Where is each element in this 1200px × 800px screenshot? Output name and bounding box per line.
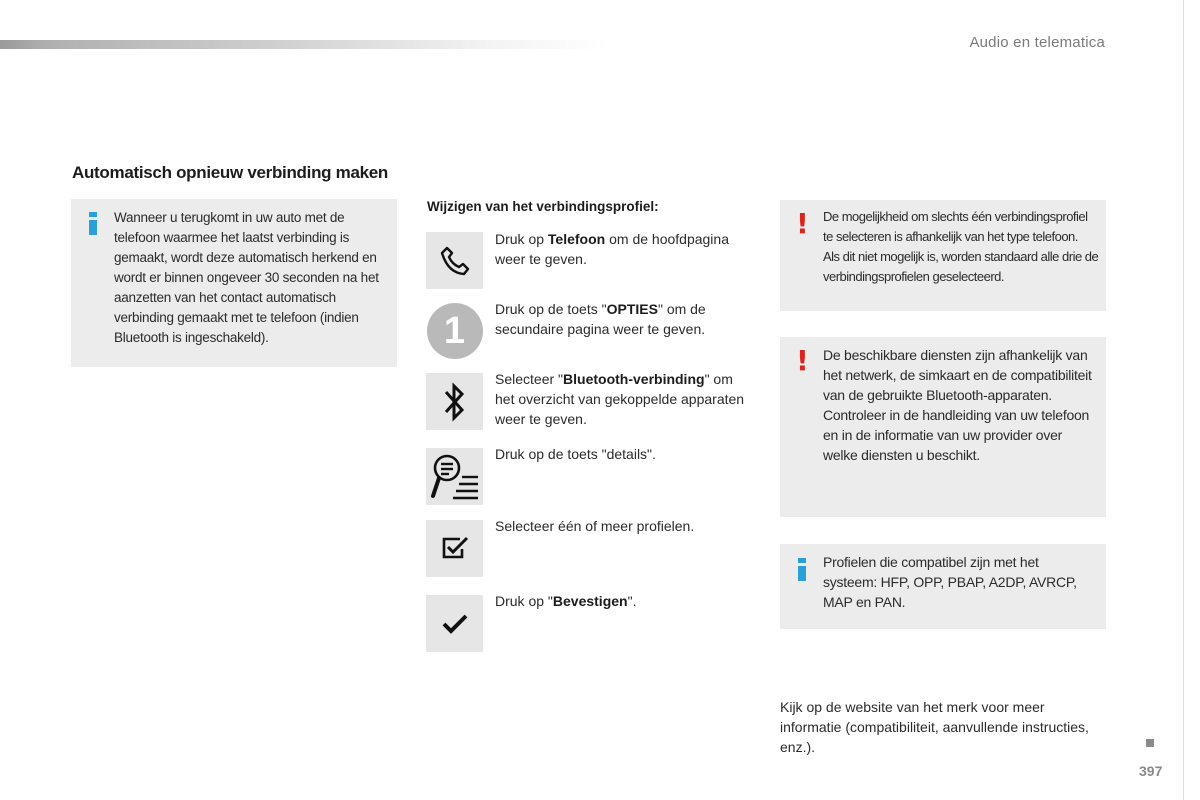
chapter-title: Audio en telematica — [969, 34, 1105, 51]
warning-box-services — [780, 337, 1106, 517]
info-box-auto-reconnect — [71, 199, 397, 367]
warning-text-2: De beschikbare diensten zijn afhankelijk van het netwerk, de simkaart en de compatibiliteit van de gebruikte Bluetooth-apparaten. Controleer in de handleiding van uw telefoon en in de informatie van uw provider over welke diensten u beschikt. — [823, 347, 1092, 463]
warning-icon: ! — [796, 344, 809, 377]
step-6-text: Druk op "Bevestigen". — [495, 593, 637, 609]
warning-icon: ! — [796, 207, 809, 240]
step-5-text: Selecteer één of meer profielen. — [495, 518, 695, 534]
warning-text-1: De mogelijkheid om slechts één verbindingsprofiel te selecteren is afhankelijk van het type telefoon. Als dit niet mogelijk is, worden standaard alle drie de verbindingsprofielen geselecteerd. — [823, 209, 1099, 284]
section-title: Automatisch opnieuw verbinding maken — [72, 163, 389, 182]
right-margin-rule — [1183, 0, 1184, 800]
step-3-text: Selecteer "Bluetooth-verbinding" om het overzicht van gekoppelde apparaten weer te geven. — [495, 371, 745, 427]
info-text: Wanneer u terugkomt in uw auto met de telefoon waarmee het laatst verbinding is gemaakt, wordt deze automatisch herkend en wordt er binnen ongeveer 30 seconden na het aanzetten van het contact automatisch verbinding gemaakt met te telefoon (indien Bluetooth is ingeschakeld). — [114, 210, 379, 345]
warning-box-profile-selection — [780, 200, 1106, 311]
info-text-profiles: Profielen die compatibel zijn met het systeem: HFP, OPP, PBAP, A2DP, AVRCP, MAP en PAN. — [823, 554, 1077, 610]
info-box-compatible-profiles — [780, 544, 1106, 629]
number-one-icon: 1 — [426, 302, 483, 359]
page-marker — [1146, 739, 1154, 747]
phone-icon — [426, 232, 483, 289]
footnote-text: Kijk op de website van het merk voor meer informatie (compatibiliteit, aanvullende instructies, enz.). — [780, 699, 1089, 755]
step-1-text: Druk op Telefoon om de hoofdpagina weer te geven. — [495, 231, 729, 267]
step-2-text: Druk op de toets "OPTIES" om de secundaire pagina weer te geven. — [495, 301, 706, 337]
header-gradient-bar — [0, 40, 610, 49]
bluetooth-icon — [426, 373, 483, 430]
checkmark-icon — [426, 595, 483, 652]
step-4-text: Druk op de toets "details". — [495, 446, 656, 462]
details-search-icon — [426, 448, 483, 505]
checkbox-icon — [426, 520, 483, 577]
page-number: 397 — [1139, 763, 1163, 779]
procedure-title: Wijzigen van het verbindingsprofiel: — [427, 199, 659, 214]
